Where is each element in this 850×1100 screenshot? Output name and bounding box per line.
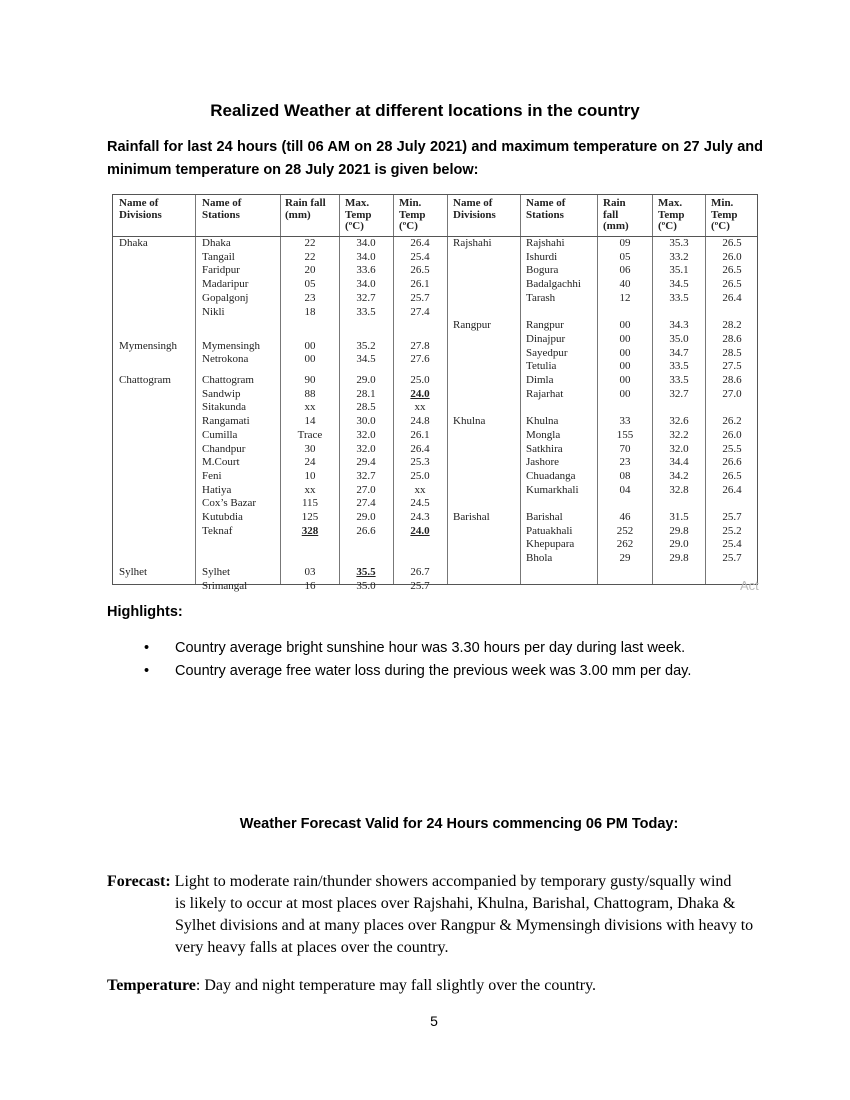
station-name: Netrokona: [202, 353, 249, 366]
max-temp-value: 34.0: [356, 250, 376, 263]
station-name: Srimangal: [202, 579, 248, 592]
max-temp-value: 27.4: [356, 497, 376, 510]
column-divider: [393, 195, 394, 584]
max-temp-value: 32.6: [669, 415, 689, 428]
rainfall-value: 30: [304, 442, 316, 455]
max-temp-value: 27.0: [356, 483, 376, 496]
min-temp-value: 27.4: [410, 305, 430, 318]
min-temp-value: 24.0: [410, 387, 430, 400]
max-temp-value: 34.2: [669, 469, 689, 482]
station-name: Cumilla: [202, 428, 238, 441]
column-divider: [705, 195, 706, 584]
station-name: Rajshahi: [526, 237, 565, 249]
max-temp-value: 33.6: [356, 264, 376, 277]
max-temp-value: 33.2: [669, 250, 689, 263]
max-temp-value: 33.5: [356, 305, 376, 318]
station-name: Bogura: [526, 264, 559, 277]
rainfall-value: 00: [619, 346, 631, 359]
highlights-list: [140, 637, 691, 683]
min-temp-value: 26.5: [410, 264, 430, 277]
header-rainfall: Rain fall (mm): [285, 197, 326, 221]
min-temp-value: 27.0: [722, 387, 742, 400]
min-temp-value: 26.7: [410, 565, 430, 578]
watermark: Act: [740, 578, 759, 593]
min-temp-value: 26.2: [722, 415, 742, 428]
min-temp-value: 25.3: [410, 456, 430, 469]
min-temp-value: 26.5: [722, 264, 742, 277]
station-name: Dinajpur: [526, 332, 566, 345]
max-temp-value: 33.5: [669, 360, 689, 373]
station-name: Barishal: [526, 511, 563, 523]
max-temp-value: 34.0: [356, 237, 376, 249]
temperature-text: : Day and night temperature may fall slightly over the country.: [195, 977, 597, 994]
station-name: Mongla: [526, 428, 561, 441]
max-temp-value: 28.5: [356, 401, 376, 414]
rainfall-value: 22: [304, 250, 316, 263]
station-name: Madaripur: [202, 278, 249, 291]
min-temp-value: 25.4: [410, 250, 430, 263]
header-max-temp: Max. Temp (ºC): [345, 197, 372, 232]
rainfall-value: 06: [619, 264, 631, 277]
header-min-temp-right: Min. Temp (ºC): [711, 197, 738, 232]
min-temp-value: 27.5: [722, 360, 742, 373]
max-temp-value: 34.7: [669, 346, 689, 359]
division-name: Dhaka: [119, 237, 148, 249]
division-name: Rangpur: [453, 319, 491, 332]
rainfall-value: 20: [304, 264, 316, 277]
max-temp-value: 29.8: [669, 524, 689, 537]
max-temp-value: 32.0: [669, 442, 689, 455]
station-name: Rajarhat: [526, 387, 564, 400]
station-name: Gopalgonj: [202, 291, 249, 304]
max-temp-value: 34.5: [356, 353, 376, 366]
min-temp-value: 25.7: [410, 291, 430, 304]
column-divider: [339, 195, 340, 584]
column-divider: [597, 195, 598, 584]
rainfall-value: 29: [619, 552, 631, 565]
station-name: Rangpur: [526, 319, 564, 332]
column-divider: [447, 195, 448, 584]
rainfall-value: 40: [619, 278, 631, 291]
min-temp-value: 26.6: [722, 456, 742, 469]
rainfall-value: 00: [304, 353, 316, 366]
max-temp-value: 34.0: [356, 278, 376, 291]
station-name: Khepupara: [526, 538, 575, 551]
station-name: Chattogram: [202, 374, 254, 386]
max-temp-value: 35.2: [356, 339, 376, 352]
min-temp-value: 26.4: [722, 291, 742, 304]
min-temp-value: 28.5: [722, 346, 742, 359]
max-temp-value: 32.2: [669, 428, 689, 441]
station-name: Patuakhali: [526, 524, 573, 537]
rainfall-value: 03: [304, 565, 316, 578]
column-divider: [280, 195, 281, 584]
rainfall-value: 262: [616, 538, 634, 551]
station-name: Kumarkhali: [526, 483, 579, 496]
forecast-text: Light to moderate rain/thunder showers accompanied by temporary gusty/squally wind: [170, 873, 732, 890]
max-temp-value: 34.3: [669, 319, 689, 332]
rainfall-value: Trace: [297, 428, 323, 441]
min-temp-value: 26.4: [410, 237, 430, 249]
max-temp-value: 32.0: [356, 428, 376, 441]
station-name: Ishurdi: [526, 250, 558, 263]
max-temp-value: 32.8: [669, 483, 689, 496]
forecast-label: Forecast:: [107, 873, 171, 890]
list-item: [140, 660, 691, 683]
min-temp-value: 25.2: [722, 524, 742, 537]
intro-paragraph: Rainfall for last 24 hours (till 06 AM on 28 July 2021) and maximum temperature on 27 July and minimum temperature on 28 July 2021 is given below:: [107, 139, 763, 178]
max-temp-value: 33.5: [669, 291, 689, 304]
max-temp-value: 29.8: [669, 552, 689, 565]
rainfall-value: 90: [304, 374, 316, 386]
rainfall-value: 115: [301, 497, 319, 510]
rainfall-value: xx: [304, 483, 316, 496]
max-temp-value: 35.0: [356, 579, 376, 592]
max-temp-value: 29.0: [669, 538, 689, 551]
division-name: Rajshahi: [453, 237, 492, 249]
rainfall-value: 10: [304, 469, 316, 482]
rainfall-value: 252: [616, 524, 634, 537]
station-name: Nikli: [202, 305, 225, 318]
max-temp-value: 35.3: [669, 237, 689, 249]
min-temp-value: 24.0: [410, 524, 430, 537]
header-max-temp-right: Max. Temp (ºC): [658, 197, 685, 232]
bullet-icon: •: [144, 663, 150, 679]
rainfall-value: 04: [619, 483, 631, 496]
max-temp-value: 31.5: [669, 511, 689, 523]
rainfall-value: 125: [301, 511, 319, 523]
division-name: Chattogram: [119, 374, 171, 386]
max-temp-value: 29.0: [356, 511, 376, 523]
page-title: Realized Weather at different locations in the country: [210, 101, 640, 120]
max-temp-value: 35.0: [669, 332, 689, 345]
min-temp-value: 26.4: [410, 442, 430, 455]
rainfall-value: 155: [616, 428, 634, 441]
highlights-heading: Highlights:: [107, 604, 183, 620]
header-divisions: Name of Divisions: [119, 197, 162, 221]
station-name: Kutubdia: [202, 511, 243, 523]
header-divisions-right: Name of Divisions: [453, 197, 496, 221]
station-name: Sylhet: [202, 565, 231, 578]
station-name: Tarash: [526, 291, 556, 304]
temperature-label: Temperature: [107, 977, 196, 994]
rainfall-value: 22: [304, 237, 316, 249]
rainfall-value: 05: [304, 278, 316, 291]
station-name: Chandpur: [202, 442, 246, 455]
station-name: Feni: [202, 469, 222, 482]
station-name: Dimla: [526, 374, 554, 386]
station-name: Satkhira: [526, 442, 563, 455]
max-temp-value: 33.5: [669, 374, 689, 386]
division-name: Barishal: [453, 511, 490, 523]
header-stations: Name of Stations: [202, 197, 242, 221]
max-temp-value: 29.0: [356, 374, 376, 386]
highlight-text: Country average free water loss during the previous week was 3.00 mm per day.: [175, 663, 692, 679]
max-temp-value: 32.7: [356, 469, 376, 482]
station-name: Cox’s Bazar: [202, 497, 257, 510]
column-divider: [195, 195, 196, 584]
min-temp-value: 26.5: [722, 469, 742, 482]
min-temp-value: 28.6: [722, 332, 742, 345]
station-name: M.Court: [202, 456, 240, 469]
rainfall-value: 46: [619, 511, 631, 523]
min-temp-value: 25.5: [722, 442, 742, 455]
station-name: Teknaf: [202, 524, 233, 537]
min-temp-value: 25.7: [410, 579, 430, 592]
rainfall-value: 16: [304, 579, 316, 592]
station-name: Mymensingh: [202, 339, 261, 352]
rainfall-value: 05: [619, 250, 631, 263]
min-temp-value: 26.0: [722, 250, 742, 263]
max-temp-value: 34.4: [669, 456, 689, 469]
min-temp-value: 24.5: [410, 497, 430, 510]
max-temp-value: 35.1: [669, 264, 689, 277]
station-name: Chuadanga: [526, 469, 576, 482]
rainfall-value: 23: [619, 456, 631, 469]
station-name: Bhola: [526, 552, 553, 565]
min-temp-value: 25.0: [410, 469, 430, 482]
station-name: Badalgachhi: [526, 278, 581, 291]
max-temp-value: 34.5: [669, 278, 689, 291]
division-name: Khulna: [453, 415, 486, 428]
rainfall-value: xx: [304, 401, 316, 414]
min-temp-value: 28.2: [722, 319, 742, 332]
min-temp-value: xx: [414, 483, 426, 496]
rainfall-value: 33: [619, 415, 631, 428]
column-divider: [520, 195, 521, 584]
forecast-text-continued: is likely to occur at most places over Rajshahi, Khulna, Barishal, Chattogram, Dhaka & Sylhet divisions and at many places over Rangpur & Mymensingh divisions with heavy to very heavy falls at places over the country.: [175, 895, 754, 956]
temperature-paragraph: [107, 977, 596, 995]
max-temp-value: 32.7: [669, 387, 689, 400]
max-temp-value: 30.0: [356, 415, 376, 428]
min-temp-value: 26.5: [722, 237, 742, 249]
station-name: Sayedpur: [526, 346, 568, 359]
rainfall-value: 00: [619, 374, 631, 386]
station-name: Tetulia: [526, 360, 557, 373]
rainfall-value: 08: [619, 469, 631, 482]
highlight-text: Country average bright sunshine hour was 3.30 hours per day during last week.: [175, 640, 686, 656]
max-temp-value: 26.6: [356, 524, 376, 537]
min-temp-value: 25.7: [722, 511, 742, 523]
min-temp-value: 26.1: [410, 428, 430, 441]
max-temp-value: 28.1: [356, 387, 376, 400]
station-name: Sitakunda: [202, 401, 246, 414]
division-name: Sylhet: [119, 565, 148, 578]
rainfall-value: 70: [619, 442, 631, 455]
rainfall-value: 24: [304, 456, 316, 469]
column-divider: [652, 195, 653, 584]
min-temp-value: 25.4: [722, 538, 742, 551]
min-temp-value: 27.8: [410, 339, 430, 352]
list-item: [140, 637, 691, 660]
rainfall-value: 18: [304, 305, 316, 318]
header-min-temp: Min. Temp (ºC): [399, 197, 426, 232]
rainfall-value: 00: [619, 360, 631, 373]
min-temp-value: 26.1: [410, 278, 430, 291]
header-stations-right: Name of Stations: [526, 197, 566, 221]
max-temp-value: 32.7: [356, 291, 376, 304]
min-temp-value: xx: [414, 401, 426, 414]
min-temp-value: 26.4: [722, 483, 742, 496]
min-temp-value: 26.0: [722, 428, 742, 441]
station-name: Hatiya: [202, 483, 232, 496]
rainfall-value: 00: [619, 319, 631, 332]
station-name: Jashore: [526, 456, 559, 469]
max-temp-value: 32.0: [356, 442, 376, 455]
bullet-icon: •: [144, 640, 150, 656]
max-temp-value: 35.5: [356, 565, 376, 578]
min-temp-value: 27.6: [410, 353, 430, 366]
page-number: 5: [430, 1013, 438, 1029]
rainfall-value: 12: [619, 291, 631, 304]
station-name: Dhaka: [202, 237, 231, 249]
division-name: Mymensingh: [119, 339, 178, 352]
station-name: Rangamati: [202, 415, 250, 428]
rainfall-value: 23: [304, 291, 316, 304]
rainfall-value: 09: [619, 237, 631, 249]
min-temp-value: 25.0: [410, 374, 430, 386]
header-rainfall-right: Rain fall (mm): [603, 197, 629, 232]
forecast-heading: Weather Forecast Valid for 24 Hours commencing 06 PM Today:: [239, 816, 679, 832]
rainfall-value: 88: [304, 387, 316, 400]
rainfall-value: 00: [304, 339, 316, 352]
rainfall-value: 14: [304, 415, 316, 428]
min-temp-value: 25.7: [722, 552, 742, 565]
station-name: Faridpur: [202, 264, 240, 277]
forecast-paragraph: [107, 871, 767, 959]
rainfall-value: 00: [619, 387, 631, 400]
min-temp-value: 24.3: [410, 511, 430, 523]
rainfall-value: 328: [301, 524, 319, 537]
station-name: Tangail: [202, 250, 235, 263]
rainfall-value: 00: [619, 332, 631, 345]
min-temp-value: 26.5: [722, 278, 742, 291]
min-temp-value: 28.6: [722, 374, 742, 386]
min-temp-value: 24.8: [410, 415, 430, 428]
max-temp-value: 29.4: [356, 456, 376, 469]
station-name: Khulna: [526, 415, 559, 428]
station-name: Sandwip: [202, 387, 241, 400]
